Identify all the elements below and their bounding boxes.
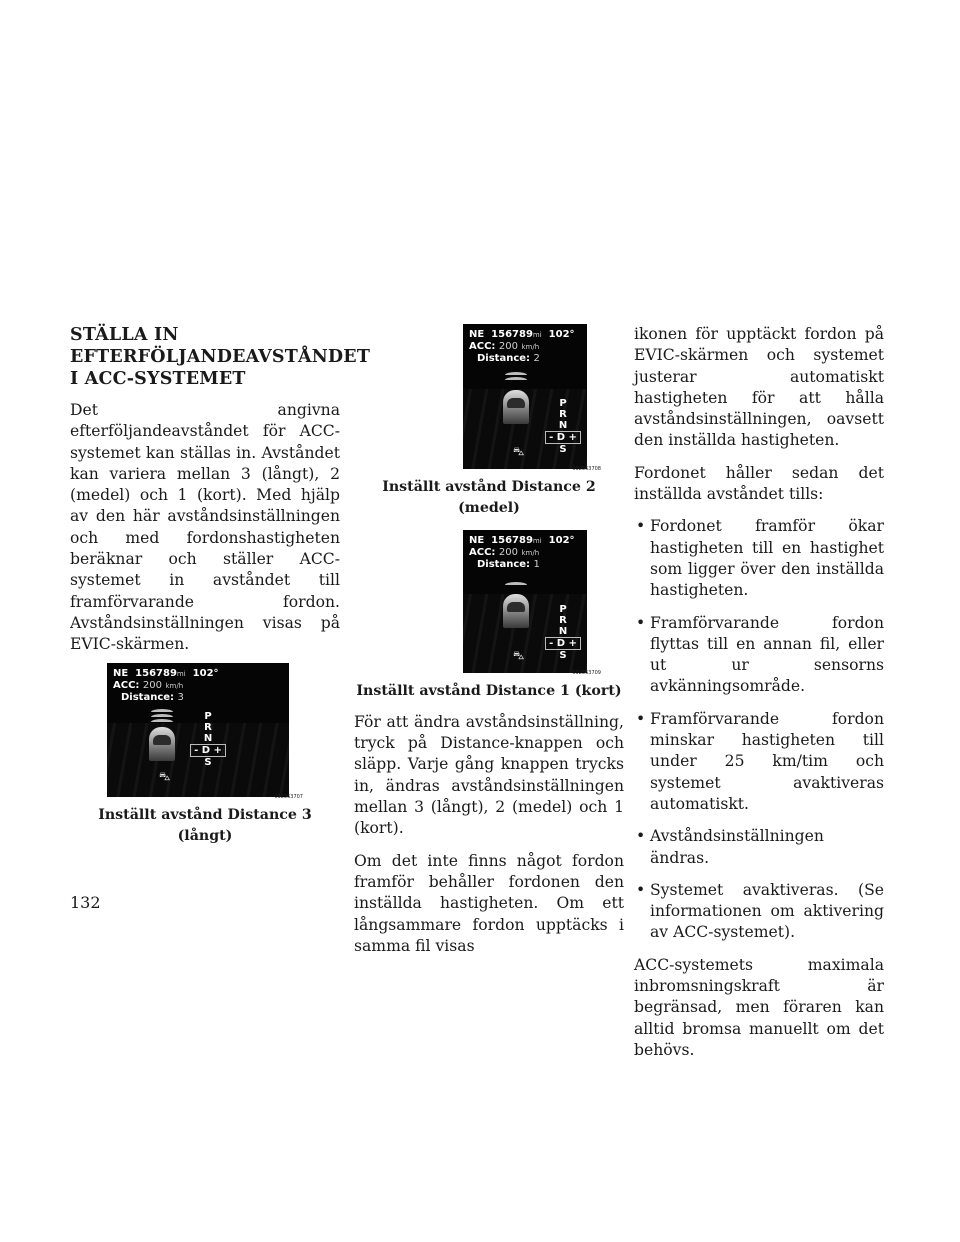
figure-code: 032363707 bbox=[274, 793, 303, 800]
distance-bars-icon bbox=[151, 709, 173, 724]
paragraph: Om det inte finns något fordon framför behåller fordonen den inställda hastigheten. Om ett långsammare fordon upptäcks i samma fil visas bbox=[354, 851, 624, 955]
figure-distance-2 bbox=[391, 324, 601, 472]
paragraph: ikonen för upptäckt fordon på EVIC-skärmen och systemet justerar automatiskt hastigheten för att hålla avståndsinställningen, oavsett den inställda hastigheten. bbox=[634, 325, 884, 450]
figure-code: 032363708 bbox=[572, 466, 601, 472]
paragraph: ACC-systemets maximala inbromsningskraft är begränsad, men föraren kan alltid bromsa manuellt om det behövs. bbox=[634, 955, 884, 1059]
figure-distance-3 bbox=[107, 663, 303, 800]
distance-value: 3 bbox=[177, 691, 184, 703]
vehicle-detected-icon: ⛍ bbox=[159, 769, 171, 783]
figure-code: 032363709 bbox=[572, 669, 601, 676]
figure-distance-1 bbox=[391, 530, 601, 676]
figure-caption: Inställt avstånd Distance 2 (medel) bbox=[382, 479, 596, 517]
gear-indicator: P R N - D + S bbox=[541, 604, 585, 661]
paragraph: För att ändra avståndsinställning, tryck på Distance-knappen och släpp. Varje gång knappen trycks in, ändras avståndsinställningen mellan 3 (långt), 2 (medel) och 1 (kort). bbox=[354, 712, 624, 838]
list-item: • Avståndsinställningen ändras. bbox=[634, 826, 884, 869]
column-right bbox=[634, 324, 884, 1072]
list-item: • Framförvarande fordon flyttas till en annan fil, eller ut ur sensorns avkänningsområde. bbox=[634, 613, 884, 698]
vehicle-detected-icon: ⛍ bbox=[513, 648, 525, 662]
page-number: 132 bbox=[70, 893, 101, 912]
evic-header: NE 156789mi 102° ACC: 200 km/h Distance: 1 bbox=[469, 534, 575, 570]
evic-screen bbox=[463, 324, 587, 469]
section-heading bbox=[70, 324, 371, 390]
evic-header: NE 156789mi 102° ACC: 200 km/h Distance: 3 bbox=[113, 667, 219, 703]
condition-list bbox=[634, 516, 884, 943]
vehicle-ahead-icon bbox=[503, 594, 529, 628]
paragraph: Fordonet håller sedan det inställda avståndet tills: bbox=[634, 463, 884, 504]
distance-value: 1 bbox=[533, 558, 540, 570]
intro-paragraph: Det angivna efterföljandeavståndet för ACC-systemet kan ställas in. Avståndet kan variera mellan 3 (långt), 2 (medel) och 1 (kort). Med hjälp av den här avståndsinställningen och med fordonshastigheten beräknar och ställer ACC-systemet in avståndet till framförvarande fordon. Avståndsinställningen visas på EVIC-skärmen. bbox=[70, 401, 340, 654]
list-item: • Systemet avaktiveras. (Se informationen om aktivering av ACC-systemet). bbox=[634, 880, 884, 944]
evic-header: NE 156789mi 102° ACC: 200 km/h Distance: 2 bbox=[469, 329, 575, 364]
vehicle-ahead-icon bbox=[503, 390, 529, 424]
distance-bars-icon bbox=[505, 582, 527, 587]
figure-caption: Inställt avstånd Distance 3 (långt) bbox=[98, 806, 312, 844]
figure-caption: Inställt avstånd Distance 1 (kort) bbox=[356, 682, 622, 699]
vehicle-ahead-icon bbox=[149, 727, 175, 761]
gear-indicator: P R N - D + S bbox=[541, 398, 585, 455]
column-left bbox=[70, 324, 371, 857]
heading-line-3: I ACC-SYSTEMET bbox=[70, 369, 246, 389]
evic-screen bbox=[107, 663, 289, 797]
evic-screen bbox=[463, 530, 587, 673]
heading-line-1: STÄLLA IN bbox=[70, 325, 179, 345]
column-middle bbox=[354, 324, 624, 968]
gear-indicator: P R N - D + S bbox=[186, 711, 230, 768]
vehicle-detected-icon: ⛍ bbox=[513, 445, 525, 458]
distance-bars-icon bbox=[505, 372, 527, 382]
list-item: • Framförvarande fordon minskar hastigheten till under 25 km/tim och systemet avaktiveras automatiskt. bbox=[634, 709, 884, 815]
list-item: • Fordonet framför ökar hastigheten till en hastighet som ligger över den inställda hastigheten. bbox=[634, 516, 884, 601]
distance-value: 2 bbox=[533, 353, 540, 364]
heading-line-2: EFTERFÖLJANDEAVSTÅNDET bbox=[70, 347, 371, 367]
